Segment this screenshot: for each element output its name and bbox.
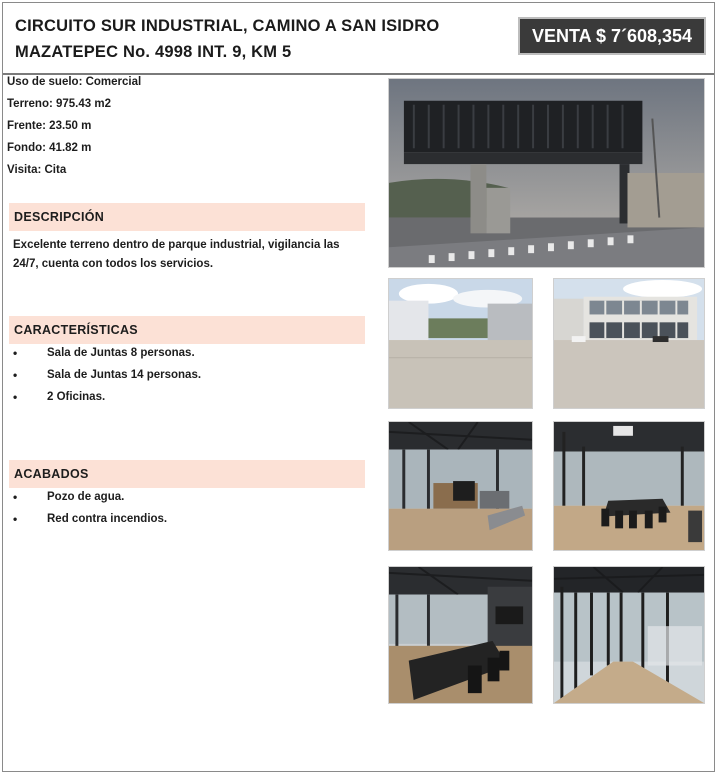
bullet-icon: • bbox=[13, 490, 18, 504]
list-item: • 2 Oficinas. bbox=[11, 386, 201, 408]
photo-office-exterior bbox=[553, 278, 705, 409]
acabados-heading: ACABADOS bbox=[9, 460, 365, 488]
acabados-list bbox=[11, 486, 167, 530]
photo-boardroom bbox=[388, 566, 533, 704]
photo-empty-lot bbox=[388, 278, 533, 409]
photo-hallway bbox=[553, 566, 705, 704]
list-item: • Sala de Juntas 8 personas. bbox=[11, 342, 201, 364]
descripcion-text: Excelente terreno dentro de parque industrial, vigilancia las 24/7, cuenta con todos los servicios. bbox=[13, 239, 340, 270]
photo-entrance-gate bbox=[388, 78, 705, 268]
spec-depth: Fondo: 41.82 m bbox=[7, 142, 92, 154]
bullet-icon: • bbox=[13, 512, 18, 526]
spec-land-use: Uso de suelo: Comercial bbox=[7, 76, 142, 88]
photo-meeting-room bbox=[553, 421, 705, 551]
bullet-icon: • bbox=[13, 368, 18, 382]
property-sheet bbox=[2, 2, 715, 772]
address-line-1: CIRCUITO SUR INDUSTRIAL, CAMINO A SAN ISIDRO bbox=[15, 17, 440, 35]
address-line-2: MAZATEPEC No. 4998 INT. 9, KM 5 bbox=[15, 43, 292, 61]
caracteristicas-heading: CARACTERÍSTICAS bbox=[9, 316, 365, 344]
caracteristicas-list bbox=[11, 342, 201, 408]
spec-visit: Visita: Cita bbox=[7, 164, 67, 176]
bullet-icon: • bbox=[13, 346, 18, 360]
bullet-icon: • bbox=[13, 390, 18, 404]
price-badge: VENTA $ 7´608,354 bbox=[518, 17, 706, 55]
spec-frontage: Frente: 23.50 m bbox=[7, 120, 92, 132]
photo-reception bbox=[388, 421, 533, 551]
list-item: • Red contra incendios. bbox=[11, 508, 167, 530]
list-item: • Pozo de agua. bbox=[11, 486, 167, 508]
descripcion-heading: DESCRIPCIÓN bbox=[9, 203, 365, 231]
spec-land-area: Terreno: 975.43 m2 bbox=[7, 98, 111, 110]
list-item: • Sala de Juntas 14 personas. bbox=[11, 364, 201, 386]
header bbox=[3, 3, 714, 75]
